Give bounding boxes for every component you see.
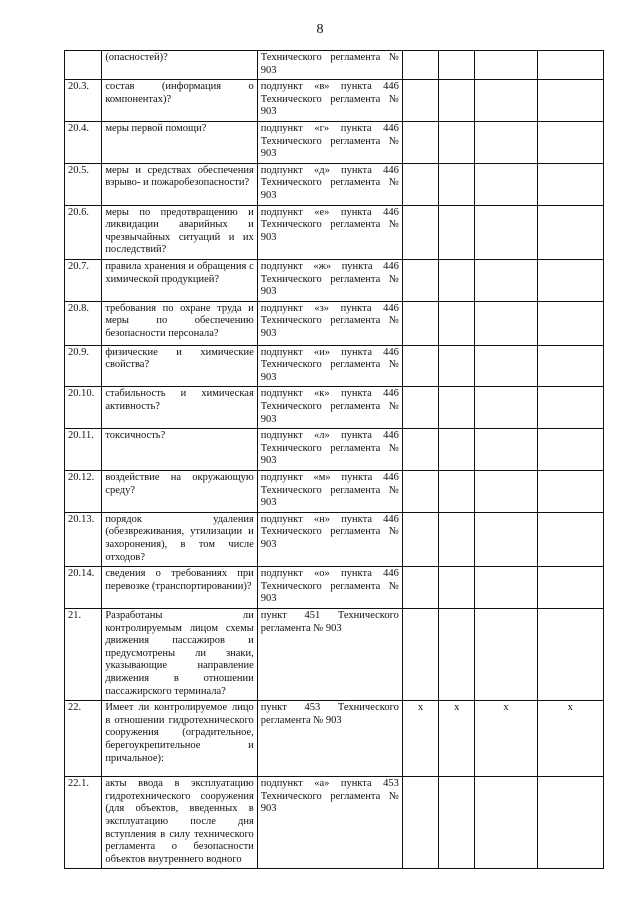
answer-yes-cell [402,259,438,301]
row-number: 20.7. [65,259,102,301]
answer-na-cell [475,429,537,471]
question-cell: правила хранения и обращения с химической продукцией? [102,259,257,301]
row-number: 20.3. [65,80,102,122]
answer-no-cell [439,345,475,387]
answer-no-cell: x [439,701,475,777]
reference-cell: подпункт «м» пункта 446 Технического регламента № 903 [257,471,402,513]
answer-na-cell [475,387,537,429]
table-row [65,701,604,777]
comment-cell [537,777,603,869]
answer-na-cell [475,471,537,513]
answer-no-cell [439,608,475,700]
comment-cell [537,259,603,301]
row-number [65,51,102,80]
question-cell: меры и средствах обеспечения взрыво- и пожаробезопасности? [102,163,257,205]
question-cell: физические и химические свойства? [102,345,257,387]
comment-cell [537,608,603,700]
reference-cell: подпункт «л» пункта 446 Технического регламента № 903 [257,429,402,471]
table-row [65,387,604,429]
table-row [65,429,604,471]
question-cell: порядок удаления (обезвреживания, утилизации и захоронения), в том числе отходов? [102,512,257,566]
row-number: 20.9. [65,345,102,387]
comment-cell [537,387,603,429]
answer-no-cell [439,387,475,429]
answer-no-cell [439,259,475,301]
answer-na-cell [475,163,537,205]
answer-yes-cell [402,163,438,205]
comment-cell [537,51,603,80]
question-cell: требования по охране труда и меры по обеспечению безопасности персонала? [102,301,257,345]
answer-yes-cell [402,121,438,163]
question-cell: воздействие на окружающую среду? [102,471,257,513]
answer-no-cell [439,429,475,471]
row-number: 20.14. [65,567,102,609]
answer-no-cell [439,512,475,566]
answer-na-cell [475,608,537,700]
row-number: 21. [65,608,102,700]
answer-yes-cell [402,301,438,345]
question-cell: Разработаны ли контролируемым лицом схемы движения пассажиров и предусмотрены ли знаки, указывающие направление движения в отношении пассажирского терминала? [102,608,257,700]
table-row [65,80,604,122]
reference-cell: подпункт «и» пункта 446 Технического регламента № 903 [257,345,402,387]
reference-cell: пункт 453 Технического регламента № 903 [257,701,402,777]
reference-cell: подпункт «з» пункта 446 Технического регламента № 903 [257,301,402,345]
row-number: 20.6. [65,205,102,259]
question-cell: состав (информация о компонентах)? [102,80,257,122]
table-row [65,567,604,609]
answer-na-cell [475,301,537,345]
row-number: 20.10. [65,387,102,429]
comment-cell [537,301,603,345]
table-row [65,471,604,513]
table-row [65,345,604,387]
table-row [65,51,604,80]
row-number: 20.11. [65,429,102,471]
reference-cell: подпункт «н» пункта 446 Технического регламента № 903 [257,512,402,566]
table-row [65,259,604,301]
question-cell: Имеет ли контролируемое лицо в отношении гидротехнического сооружения (оградительное, берегоукрепительное и причальное): [102,701,257,777]
answer-no-cell [439,471,475,513]
answer-yes-cell [402,429,438,471]
reference-cell: подпункт «в» пункта 446 Технического регламента № 903 [257,80,402,122]
table-row [65,512,604,566]
answer-no-cell [439,777,475,869]
answer-yes-cell [402,471,438,513]
answer-no-cell [439,121,475,163]
row-number: 20.8. [65,301,102,345]
question-cell: меры первой помощи? [102,121,257,163]
answer-no-cell [439,51,475,80]
question-cell: стабильность и химическая активность? [102,387,257,429]
table-row [65,301,604,345]
answer-no-cell [439,301,475,345]
row-number: 20.13. [65,512,102,566]
question-cell: сведения о требованиях при перевозке (транспортировании)? [102,567,257,609]
answer-no-cell [439,205,475,259]
reference-cell: подпункт «а» пункта 453 Технического регламента № 903 [257,777,402,869]
table-row [65,121,604,163]
answer-na-cell [475,512,537,566]
answer-yes-cell [402,387,438,429]
checklist-table [64,50,604,869]
reference-cell: подпункт «г» пункта 446 Технического регламента № 903 [257,121,402,163]
reference-cell: подпункт «ж» пункта 446 Технического регламента № 903 [257,259,402,301]
comment-cell [537,512,603,566]
answer-yes-cell [402,608,438,700]
answer-na-cell [475,121,537,163]
comment-cell [537,80,603,122]
answer-na-cell [475,259,537,301]
table-row [65,777,604,869]
comment-cell [537,205,603,259]
table-row [65,608,604,700]
table-row [65,163,604,205]
answer-na-cell [475,51,537,80]
comment-cell [537,471,603,513]
answer-no-cell [439,80,475,122]
reference-cell: подпункт «к» пункта 446 Технического регламента № 903 [257,387,402,429]
answer-yes-cell [402,205,438,259]
answer-na-cell [475,80,537,122]
row-number: 22. [65,701,102,777]
comment-cell [537,429,603,471]
answer-yes-cell [402,345,438,387]
answer-yes-cell [402,80,438,122]
comment-cell: x [537,701,603,777]
comment-cell [537,121,603,163]
answer-na-cell [475,777,537,869]
comment-cell [537,567,603,609]
question-cell: токсичность? [102,429,257,471]
row-number: 22.1. [65,777,102,869]
row-number: 20.12. [65,471,102,513]
answer-na-cell [475,567,537,609]
reference-cell: Технического регламента № 903 [257,51,402,80]
reference-cell: подпункт «е» пункта 446 Технического регламента № 903 [257,205,402,259]
answer-no-cell [439,567,475,609]
reference-cell: пункт 451 Технического регламента № 903 [257,608,402,700]
answer-yes-cell [402,51,438,80]
answer-no-cell [439,163,475,205]
row-number: 20.5. [65,163,102,205]
question-cell: меры по предотвращению и ликвидации аварийных и чрезвычайных ситуаций и их последствий? [102,205,257,259]
question-cell: (опасностей)? [102,51,257,80]
answer-na-cell [475,205,537,259]
table-row [65,205,604,259]
comment-cell [537,345,603,387]
row-number: 20.4. [65,121,102,163]
comment-cell [537,163,603,205]
answer-na-cell [475,345,537,387]
reference-cell: подпункт «д» пункта 446 Технического регламента № 903 [257,163,402,205]
page-number: 8 [316,22,324,37]
answer-yes-cell [402,567,438,609]
answer-yes-cell: x [402,701,438,777]
answer-na-cell: x [475,701,537,777]
question-cell: акты ввода в эксплуатацию гидротехнического сооружения (для объектов, введенных в эксплуатацию после дня вступления в силу технического регламента о безопасности объектов внутреннего водного [102,777,257,869]
checklist-table-body [65,51,604,869]
answer-yes-cell [402,512,438,566]
reference-cell: подпункт «о» пункта 446 Технического регламента № 903 [257,567,402,609]
answer-yes-cell [402,777,438,869]
